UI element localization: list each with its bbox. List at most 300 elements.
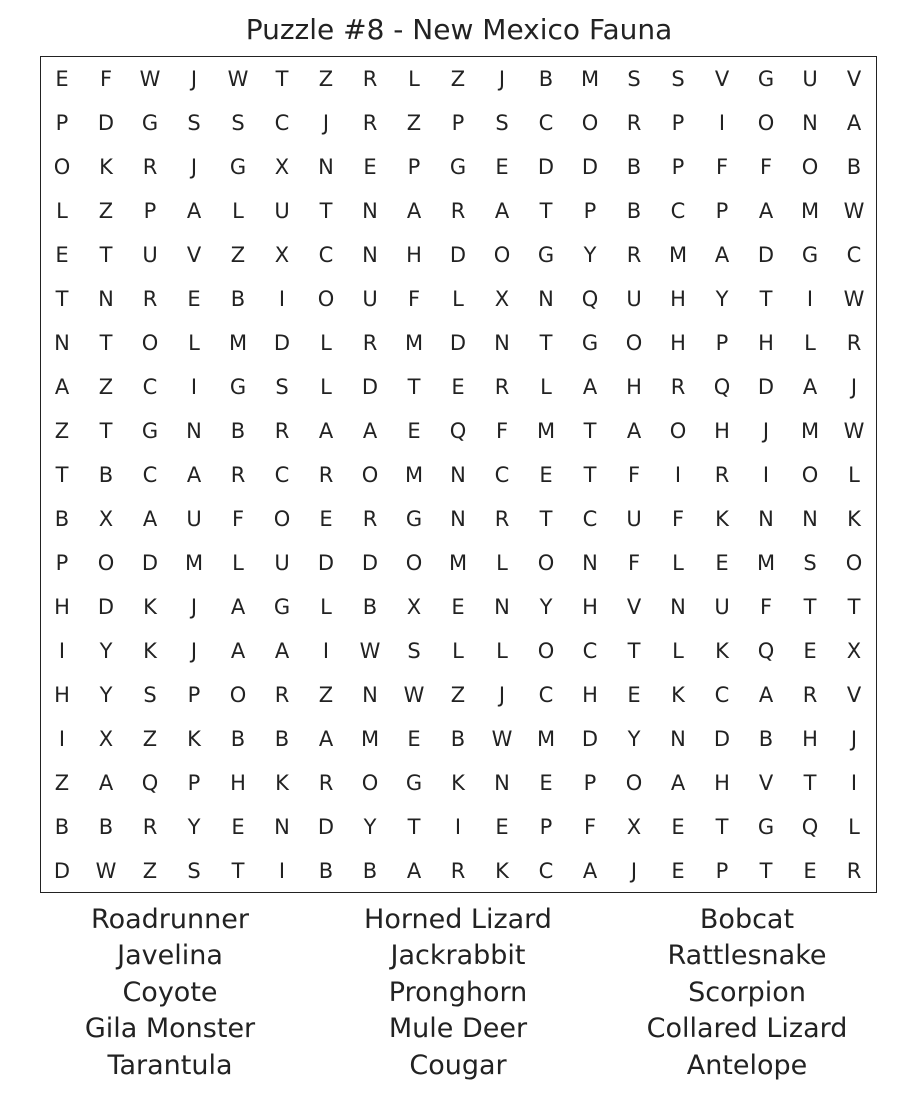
grid-cell[interactable]: P <box>407 155 421 179</box>
grid-cell[interactable]: I <box>322 639 330 663</box>
grid-cell[interactable]: C <box>318 243 334 267</box>
grid-cell[interactable]: C <box>142 463 158 487</box>
grid-cell[interactable]: O <box>493 243 511 267</box>
grid-cell[interactable]: L <box>496 551 508 575</box>
grid-cell[interactable]: Z <box>406 111 422 135</box>
grid-cell[interactable]: T <box>759 287 773 311</box>
grid-cell[interactable]: B <box>538 67 554 91</box>
grid-cell[interactable]: O <box>581 111 599 135</box>
grid-cell[interactable]: Z <box>54 771 70 795</box>
grid-cell[interactable]: D <box>361 551 379 575</box>
grid-cell[interactable]: D <box>449 331 467 355</box>
grid-cell[interactable]: Z <box>142 727 158 751</box>
grid-cell[interactable]: T <box>847 595 861 619</box>
grid-cell[interactable]: R <box>318 771 334 795</box>
grid-cell[interactable]: Z <box>98 199 114 223</box>
grid-cell[interactable]: F <box>715 155 729 179</box>
grid-cell[interactable]: R <box>274 683 290 707</box>
grid-cell[interactable]: R <box>362 507 378 531</box>
grid-cell[interactable]: I <box>58 639 66 663</box>
grid-cell[interactable]: H <box>714 419 730 443</box>
grid-cell[interactable]: E <box>671 815 685 839</box>
grid-cell[interactable]: A <box>758 199 774 223</box>
grid-cell[interactable]: I <box>58 727 66 751</box>
grid-cell[interactable]: B <box>230 419 246 443</box>
grid-cell[interactable]: Y <box>539 595 553 619</box>
grid-cell[interactable]: M <box>404 463 424 487</box>
grid-cell[interactable]: D <box>53 859 71 883</box>
grid-cell[interactable]: Y <box>363 815 377 839</box>
grid-cell[interactable]: V <box>846 683 862 707</box>
grid-cell[interactable]: K <box>715 507 729 531</box>
grid-cell[interactable]: G <box>405 507 423 531</box>
grid-cell[interactable]: L <box>672 639 684 663</box>
grid-cell[interactable]: K <box>187 727 201 751</box>
grid-cell[interactable]: C <box>494 463 510 487</box>
grid-cell[interactable]: O <box>625 331 643 355</box>
grid-cell[interactable]: T <box>539 331 553 355</box>
grid-cell[interactable]: F <box>627 463 641 487</box>
grid-cell[interactable]: J <box>322 111 330 135</box>
grid-cell[interactable]: K <box>143 639 157 663</box>
grid-cell[interactable]: T <box>55 463 69 487</box>
grid-cell[interactable]: N <box>494 331 510 355</box>
grid-cell[interactable]: X <box>846 639 862 663</box>
grid-cell[interactable]: Q <box>581 287 599 311</box>
grid-cell[interactable]: E <box>55 67 69 91</box>
grid-cell[interactable]: P <box>671 155 685 179</box>
grid-cell[interactable]: A <box>274 639 290 663</box>
grid-cell[interactable]: T <box>99 243 113 267</box>
grid-cell[interactable]: O <box>845 551 863 575</box>
grid-cell[interactable]: R <box>846 331 862 355</box>
grid-cell[interactable]: U <box>362 287 378 311</box>
grid-cell[interactable]: S <box>143 683 157 707</box>
grid-cell[interactable]: C <box>582 639 598 663</box>
grid-cell[interactable]: E <box>451 375 465 399</box>
grid-cell[interactable]: S <box>495 111 509 135</box>
grid-cell[interactable]: D <box>713 727 731 751</box>
grid-cell[interactable]: R <box>670 375 686 399</box>
grid-cell[interactable]: V <box>626 595 642 619</box>
grid-cell[interactable]: L <box>452 287 464 311</box>
grid-cell[interactable]: N <box>54 331 70 355</box>
grid-cell[interactable]: H <box>54 683 70 707</box>
grid-cell[interactable]: A <box>318 419 334 443</box>
grid-cell[interactable]: H <box>626 375 642 399</box>
grid-cell[interactable]: L <box>496 639 508 663</box>
grid-cell[interactable]: E <box>55 243 69 267</box>
grid-cell[interactable]: E <box>495 155 509 179</box>
grid-cell[interactable]: A <box>802 375 818 399</box>
grid-cell[interactable]: G <box>801 243 819 267</box>
grid-cell[interactable]: A <box>582 859 598 883</box>
grid-cell[interactable]: L <box>540 375 552 399</box>
grid-cell[interactable]: J <box>850 727 858 751</box>
grid-cell[interactable]: A <box>406 859 422 883</box>
grid-cell[interactable]: L <box>56 199 68 223</box>
grid-cell[interactable]: P <box>187 771 201 795</box>
grid-cell[interactable]: H <box>758 331 774 355</box>
grid-cell[interactable]: K <box>275 771 289 795</box>
grid-cell[interactable]: E <box>187 287 201 311</box>
grid-cell[interactable]: F <box>407 287 421 311</box>
grid-cell[interactable]: R <box>142 815 158 839</box>
grid-cell[interactable]: W <box>139 67 161 91</box>
grid-cell[interactable]: Y <box>99 683 113 707</box>
grid-cell[interactable]: E <box>803 859 817 883</box>
grid-cell[interactable]: B <box>54 507 70 531</box>
grid-cell[interactable]: O <box>801 155 819 179</box>
grid-cell[interactable]: N <box>450 507 466 531</box>
grid-cell[interactable]: G <box>581 331 599 355</box>
grid-cell[interactable]: T <box>627 639 641 663</box>
grid-cell[interactable]: F <box>759 155 773 179</box>
grid-cell[interactable]: C <box>846 243 862 267</box>
grid-cell[interactable]: T <box>407 375 421 399</box>
grid-cell[interactable]: I <box>762 463 770 487</box>
grid-cell[interactable]: Y <box>187 815 201 839</box>
grid-cell[interactable]: B <box>98 463 114 487</box>
grid-cell[interactable]: W <box>95 859 117 883</box>
grid-cell[interactable]: A <box>406 199 422 223</box>
grid-cell[interactable]: M <box>668 243 688 267</box>
grid-cell[interactable]: J <box>190 155 198 179</box>
grid-cell[interactable]: R <box>846 859 862 883</box>
grid-cell[interactable]: A <box>494 199 510 223</box>
grid-cell[interactable]: L <box>408 67 420 91</box>
grid-cell[interactable]: H <box>582 595 598 619</box>
grid-cell[interactable]: O <box>669 419 687 443</box>
grid-cell[interactable]: M <box>448 551 468 575</box>
grid-cell[interactable]: X <box>406 595 422 619</box>
grid-cell[interactable]: A <box>626 419 642 443</box>
grid-cell[interactable]: B <box>626 199 642 223</box>
grid-cell[interactable]: E <box>495 815 509 839</box>
grid-cell[interactable]: R <box>802 683 818 707</box>
grid-cell[interactable]: P <box>55 111 69 135</box>
grid-cell[interactable]: Z <box>450 67 466 91</box>
grid-cell[interactable]: A <box>230 639 246 663</box>
grid-cell[interactable]: P <box>143 199 157 223</box>
grid-cell[interactable]: V <box>758 771 774 795</box>
grid-cell[interactable]: H <box>582 683 598 707</box>
grid-cell[interactable]: B <box>318 859 334 883</box>
grid-cell[interactable]: T <box>319 199 333 223</box>
grid-cell[interactable]: G <box>757 815 775 839</box>
grid-cell[interactable]: Z <box>230 243 246 267</box>
grid-cell[interactable]: H <box>670 331 686 355</box>
grid-cell[interactable]: S <box>407 639 421 663</box>
grid-cell[interactable]: Z <box>98 375 114 399</box>
grid-cell[interactable]: U <box>626 507 642 531</box>
grid-cell[interactable]: P <box>539 815 553 839</box>
grid-cell[interactable]: D <box>757 243 775 267</box>
grid-cell[interactable]: D <box>97 595 115 619</box>
grid-cell[interactable]: N <box>362 683 378 707</box>
grid-cell[interactable]: E <box>539 463 553 487</box>
grid-cell[interactable]: C <box>714 683 730 707</box>
grid-cell[interactable]: N <box>758 507 774 531</box>
grid-cell[interactable]: T <box>539 507 553 531</box>
grid-cell[interactable]: O <box>141 331 159 355</box>
grid-cell[interactable]: R <box>230 463 246 487</box>
grid-cell[interactable]: F <box>671 507 685 531</box>
grid-cell[interactable]: Z <box>450 683 466 707</box>
grid-cell[interactable]: C <box>274 111 290 135</box>
grid-cell[interactable]: D <box>757 375 775 399</box>
grid-cell[interactable]: T <box>55 287 69 311</box>
grid-cell[interactable]: E <box>407 419 421 443</box>
grid-cell[interactable]: O <box>537 551 555 575</box>
grid-cell[interactable]: I <box>454 815 462 839</box>
grid-cell[interactable]: E <box>803 639 817 663</box>
grid-cell[interactable]: X <box>274 243 290 267</box>
grid-cell[interactable]: K <box>495 859 509 883</box>
grid-cell[interactable]: F <box>99 67 113 91</box>
grid-cell[interactable]: W <box>843 419 865 443</box>
grid-cell[interactable]: M <box>580 67 600 91</box>
grid-cell[interactable]: F <box>759 595 773 619</box>
grid-cell[interactable]: G <box>273 595 291 619</box>
grid-cell[interactable]: P <box>583 771 597 795</box>
grid-cell[interactable]: A <box>230 595 246 619</box>
grid-cell[interactable]: A <box>98 771 114 795</box>
grid-cell[interactable]: M <box>536 419 556 443</box>
grid-cell[interactable]: J <box>498 67 506 91</box>
grid-cell[interactable]: L <box>320 375 332 399</box>
grid-cell[interactable]: U <box>714 595 730 619</box>
grid-cell[interactable]: R <box>362 331 378 355</box>
grid-cell[interactable]: U <box>802 67 818 91</box>
grid-cell[interactable]: K <box>143 595 157 619</box>
grid-cell[interactable]: L <box>320 595 332 619</box>
grid-cell[interactable]: T <box>803 595 817 619</box>
grid-cell[interactable]: O <box>53 155 71 179</box>
grid-cell[interactable]: C <box>274 463 290 487</box>
grid-cell[interactable]: P <box>715 859 729 883</box>
grid-cell[interactable]: G <box>141 419 159 443</box>
grid-cell[interactable]: O <box>273 507 291 531</box>
grid-cell[interactable]: C <box>538 111 554 135</box>
grid-cell[interactable]: R <box>142 155 158 179</box>
grid-cell[interactable]: W <box>403 683 425 707</box>
grid-cell[interactable]: U <box>274 199 290 223</box>
grid-cell[interactable]: T <box>583 419 597 443</box>
grid-cell[interactable]: N <box>494 595 510 619</box>
grid-cell[interactable]: U <box>142 243 158 267</box>
grid-cell[interactable]: C <box>538 683 554 707</box>
grid-cell[interactable]: W <box>359 639 381 663</box>
grid-cell[interactable]: W <box>843 199 865 223</box>
grid-cell[interactable]: C <box>538 859 554 883</box>
grid-cell[interactable]: T <box>407 815 421 839</box>
grid-cell[interactable]: T <box>715 815 729 839</box>
grid-cell[interactable]: M <box>228 331 248 355</box>
grid-cell[interactable]: R <box>714 463 730 487</box>
grid-cell[interactable]: I <box>278 287 286 311</box>
grid-cell[interactable]: T <box>539 199 553 223</box>
grid-cell[interactable]: E <box>407 727 421 751</box>
grid-cell[interactable]: Z <box>318 683 334 707</box>
grid-cell[interactable]: O <box>757 111 775 135</box>
grid-cell[interactable]: S <box>187 111 201 135</box>
grid-cell[interactable]: X <box>494 287 510 311</box>
grid-cell[interactable]: X <box>274 155 290 179</box>
grid-cell[interactable]: Q <box>757 639 775 663</box>
grid-cell[interactable]: Y <box>99 639 113 663</box>
grid-cell[interactable]: J <box>190 639 198 663</box>
grid-cell[interactable]: D <box>581 155 599 179</box>
grid-cell[interactable]: S <box>671 67 685 91</box>
grid-cell[interactable]: I <box>718 111 726 135</box>
grid-cell[interactable]: B <box>274 727 290 751</box>
grid-cell[interactable]: A <box>186 463 202 487</box>
grid-cell[interactable]: S <box>803 551 817 575</box>
grid-cell[interactable]: J <box>190 67 198 91</box>
grid-cell[interactable]: T <box>759 859 773 883</box>
grid-cell[interactable]: S <box>187 859 201 883</box>
grid-cell[interactable]: L <box>848 815 860 839</box>
grid-cell[interactable]: Q <box>801 815 819 839</box>
grid-cell[interactable]: Y <box>583 243 597 267</box>
grid-cell[interactable]: N <box>362 199 378 223</box>
grid-cell[interactable]: O <box>625 771 643 795</box>
grid-cell[interactable]: K <box>99 155 113 179</box>
grid-cell[interactable]: G <box>757 67 775 91</box>
grid-cell[interactable]: E <box>715 551 729 575</box>
grid-cell[interactable]: L <box>232 199 244 223</box>
grid-cell[interactable]: D <box>361 375 379 399</box>
grid-cell[interactable]: V <box>186 243 202 267</box>
grid-cell[interactable]: O <box>801 463 819 487</box>
grid-cell[interactable]: R <box>626 243 642 267</box>
grid-cell[interactable]: Q <box>449 419 467 443</box>
grid-cell[interactable]: P <box>451 111 465 135</box>
grid-cell[interactable]: B <box>230 287 246 311</box>
grid-cell[interactable]: A <box>846 111 862 135</box>
grid-cell[interactable]: X <box>626 815 642 839</box>
grid-cell[interactable]: O <box>97 551 115 575</box>
grid-cell[interactable]: X <box>98 507 114 531</box>
grid-cell[interactable]: P <box>715 199 729 223</box>
grid-cell[interactable]: T <box>99 331 113 355</box>
grid-cell[interactable]: T <box>275 67 289 91</box>
grid-cell[interactable]: I <box>850 771 858 795</box>
grid-cell[interactable]: E <box>363 155 377 179</box>
grid-cell[interactable]: J <box>762 419 770 443</box>
grid-cell[interactable]: R <box>362 111 378 135</box>
grid-cell[interactable]: A <box>670 771 686 795</box>
grid-cell[interactable]: T <box>583 463 597 487</box>
grid-cell[interactable]: L <box>848 463 860 487</box>
grid-cell[interactable]: K <box>671 683 685 707</box>
grid-cell[interactable]: Z <box>54 419 70 443</box>
grid-cell[interactable]: D <box>317 815 335 839</box>
grid-cell[interactable]: R <box>450 199 466 223</box>
grid-cell[interactable]: N <box>802 507 818 531</box>
grid-cell[interactable]: V <box>714 67 730 91</box>
grid-cell[interactable]: N <box>450 463 466 487</box>
grid-cell[interactable]: N <box>98 287 114 311</box>
grid-cell[interactable]: A <box>54 375 70 399</box>
grid-cell[interactable]: N <box>670 595 686 619</box>
grid-cell[interactable]: L <box>804 331 816 355</box>
grid-cell[interactable]: Y <box>627 727 641 751</box>
grid-cell[interactable]: A <box>186 199 202 223</box>
grid-cell[interactable]: J <box>498 683 506 707</box>
grid-cell[interactable]: I <box>806 287 814 311</box>
grid-cell[interactable]: U <box>186 507 202 531</box>
grid-cell[interactable]: G <box>537 243 555 267</box>
grid-cell[interactable]: D <box>273 331 291 355</box>
grid-cell[interactable]: T <box>231 859 245 883</box>
grid-cell[interactable]: A <box>142 507 158 531</box>
grid-cell[interactable]: D <box>141 551 159 575</box>
grid-cell[interactable]: B <box>626 155 642 179</box>
grid-cell[interactable]: Z <box>142 859 158 883</box>
grid-cell[interactable]: X <box>98 727 114 751</box>
grid-cell[interactable]: N <box>274 815 290 839</box>
grid-cell[interactable]: Q <box>713 375 731 399</box>
grid-cell[interactable]: B <box>54 815 70 839</box>
grid-cell[interactable]: A <box>582 375 598 399</box>
grid-cell[interactable]: J <box>850 375 858 399</box>
grid-cell[interactable]: H <box>670 287 686 311</box>
grid-cell[interactable]: E <box>231 815 245 839</box>
grid-cell[interactable]: O <box>317 287 335 311</box>
grid-cell[interactable]: F <box>583 815 597 839</box>
grid-cell[interactable]: Z <box>318 67 334 91</box>
grid-cell[interactable]: G <box>229 375 247 399</box>
grid-cell[interactable]: U <box>626 287 642 311</box>
grid-cell[interactable]: M <box>800 419 820 443</box>
grid-cell[interactable]: R <box>318 463 334 487</box>
grid-cell[interactable]: U <box>274 551 290 575</box>
grid-cell[interactable]: E <box>451 595 465 619</box>
grid-cell[interactable]: I <box>674 463 682 487</box>
grid-cell[interactable]: N <box>670 727 686 751</box>
grid-cell[interactable]: G <box>405 771 423 795</box>
grid-cell[interactable]: N <box>802 111 818 135</box>
grid-cell[interactable]: H <box>714 771 730 795</box>
grid-cell[interactable]: E <box>319 507 333 531</box>
grid-cell[interactable]: R <box>494 507 510 531</box>
grid-cell[interactable]: I <box>190 375 198 399</box>
grid-cell[interactable]: B <box>846 155 862 179</box>
grid-cell[interactable]: B <box>230 727 246 751</box>
grid-cell[interactable]: L <box>188 331 200 355</box>
grid-cell[interactable]: S <box>627 67 641 91</box>
grid-cell[interactable]: M <box>404 331 424 355</box>
grid-cell[interactable]: W <box>227 67 249 91</box>
grid-cell[interactable]: H <box>802 727 818 751</box>
grid-cell[interactable]: A <box>758 683 774 707</box>
grid-cell[interactable]: M <box>536 727 556 751</box>
grid-cell[interactable]: N <box>494 771 510 795</box>
grid-cell[interactable]: J <box>190 595 198 619</box>
grid-cell[interactable]: T <box>99 419 113 443</box>
grid-cell[interactable]: K <box>715 639 729 663</box>
grid-cell[interactable]: L <box>452 639 464 663</box>
grid-cell[interactable]: P <box>715 331 729 355</box>
grid-cell[interactable]: L <box>320 331 332 355</box>
grid-cell[interactable]: G <box>229 155 247 179</box>
grid-cell[interactable]: H <box>54 595 70 619</box>
grid-cell[interactable]: B <box>362 859 378 883</box>
grid-cell[interactable]: M <box>184 551 204 575</box>
grid-cell[interactable]: W <box>491 727 513 751</box>
